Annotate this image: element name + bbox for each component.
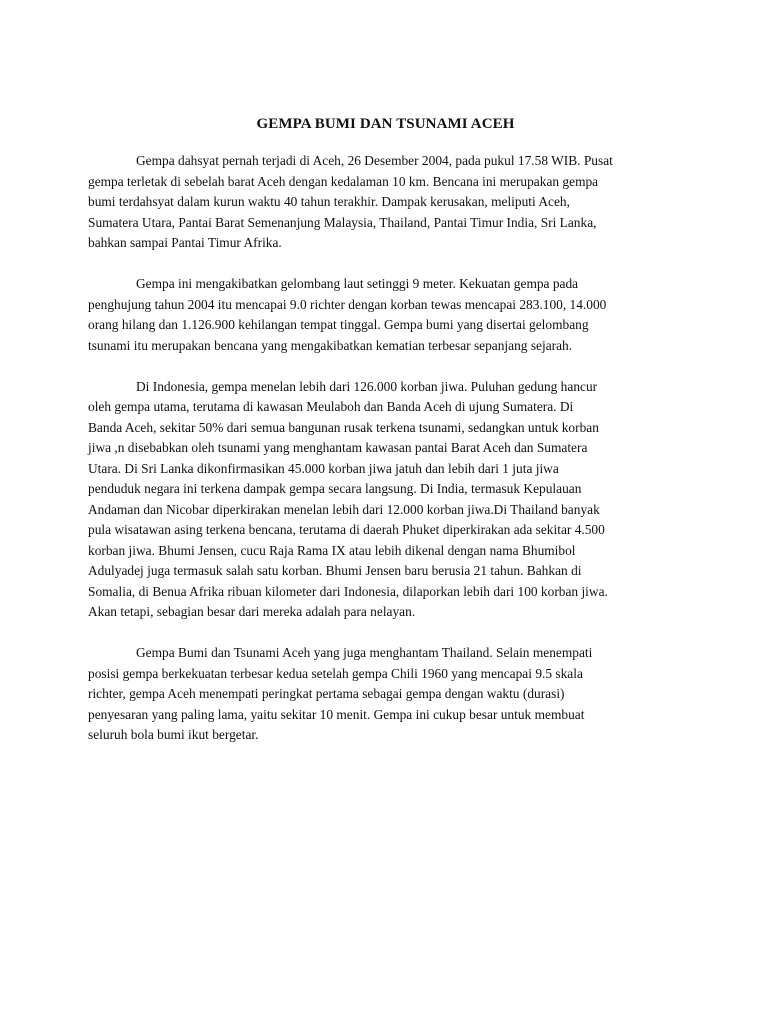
paragraph-3: Di Indonesia, gempa menelan lebih dari 126.000 korban jiwa. Puluhan gedung hancur oleh gempa utama, terutama di kawasan Meulaboh dan Banda Aceh di ujung Sumatera. Di Banda Aceh, sekitar 50% dari semua bangunan rusak terkena tsunami, sedangkan untuk korban jiwa ,n disebabkan oleh tsunami yang menghantam kawasan pantai Barat Aceh dan Sumatera Utara. Di Sri Lanka dikonfirmasikan 45.000 korban jiwa jatuh dan lebih dari 1 juta jiwa penduduk negara ini terkena dampak gempa secara langsung. Di India, termasuk Kepulauan Andaman dan Nicobar diperkirakan menelan lebih dari 12.000 korban jiwa.Di Thailand banyak pula wisatawan asing terkena bencana, terutama di daerah Phuket diperkirakan ada sekitar 4.500 korban jiwa. Bhumi Jensen, cucu Raja Rama IX atau lebih dikenal dengan nama Bhumibol Adulyadej juga termasuk salah satu korban. Bhumi Jensen baru berusia 21 tahun. Bahkan di Somalia, di Benua Afrika ribuan kilometer dari Indonesia, dilaporkan lebih dari 100 korban jiwa. Akan tetapi, sebagian besar dari mereka adalah para nelayan. [88, 378, 608, 619]
paragraph-2: Gempa ini mengakibatkan gelombang laut setinggi 9 meter. Kekuatan gempa pada penghujung tahun 2004 itu mencapai 9.0 richter dengan korban tewas mencapai 283.100, 14.000 orang hilang dan 1.126.900 kehilangan tempat tinggal. Gempa bumi yang disertai gelombang tsunami itu merupakan bencana yang mengakibatkan kematian terbesar sepanjang sejarah. [88, 276, 607, 353]
document-title: GEMPA BUMI DAN TSUNAMI ACEH [256, 116, 515, 132]
paragraph-4: Gempa Bumi dan Tsunami Aceh yang juga menghantam Thailand. Selain menempati posisi gempa berkekuatan terbesar kedua setelah gempa Chili 1960 yang mencapai 9.5 skala richter, gempa Aceh menempati peringkat pertama sebagai gempa dengan waktu (durasi) penyesaran yang paling lama, yaitu sekitar 10 menit. Gempa ini cukup besar untuk membuat seluruh bola bumi ikut bergetar. [88, 645, 593, 742]
document-body [88, 114, 683, 766]
paragraph-1: Gempa dahsyat pernah terjadi di Aceh, 26 Desember 2004, pada pukul 17.58 WIB. Pusat gempa terletak di sebelah barat Aceh dengan kedalaman 10 km. Bencana ini merupakan gempa bumi terdahsyat dalam kurun waktu 40 tahun terakhir. Dampak kerusakan, meliputi Aceh, Sumatera Utara, Pantai Barat Semenanjung Malaysia, Thailand, Pantai Timur India, Sri Lanka, bahkan sampai Pantai Timur Afrika. [88, 153, 613, 250]
